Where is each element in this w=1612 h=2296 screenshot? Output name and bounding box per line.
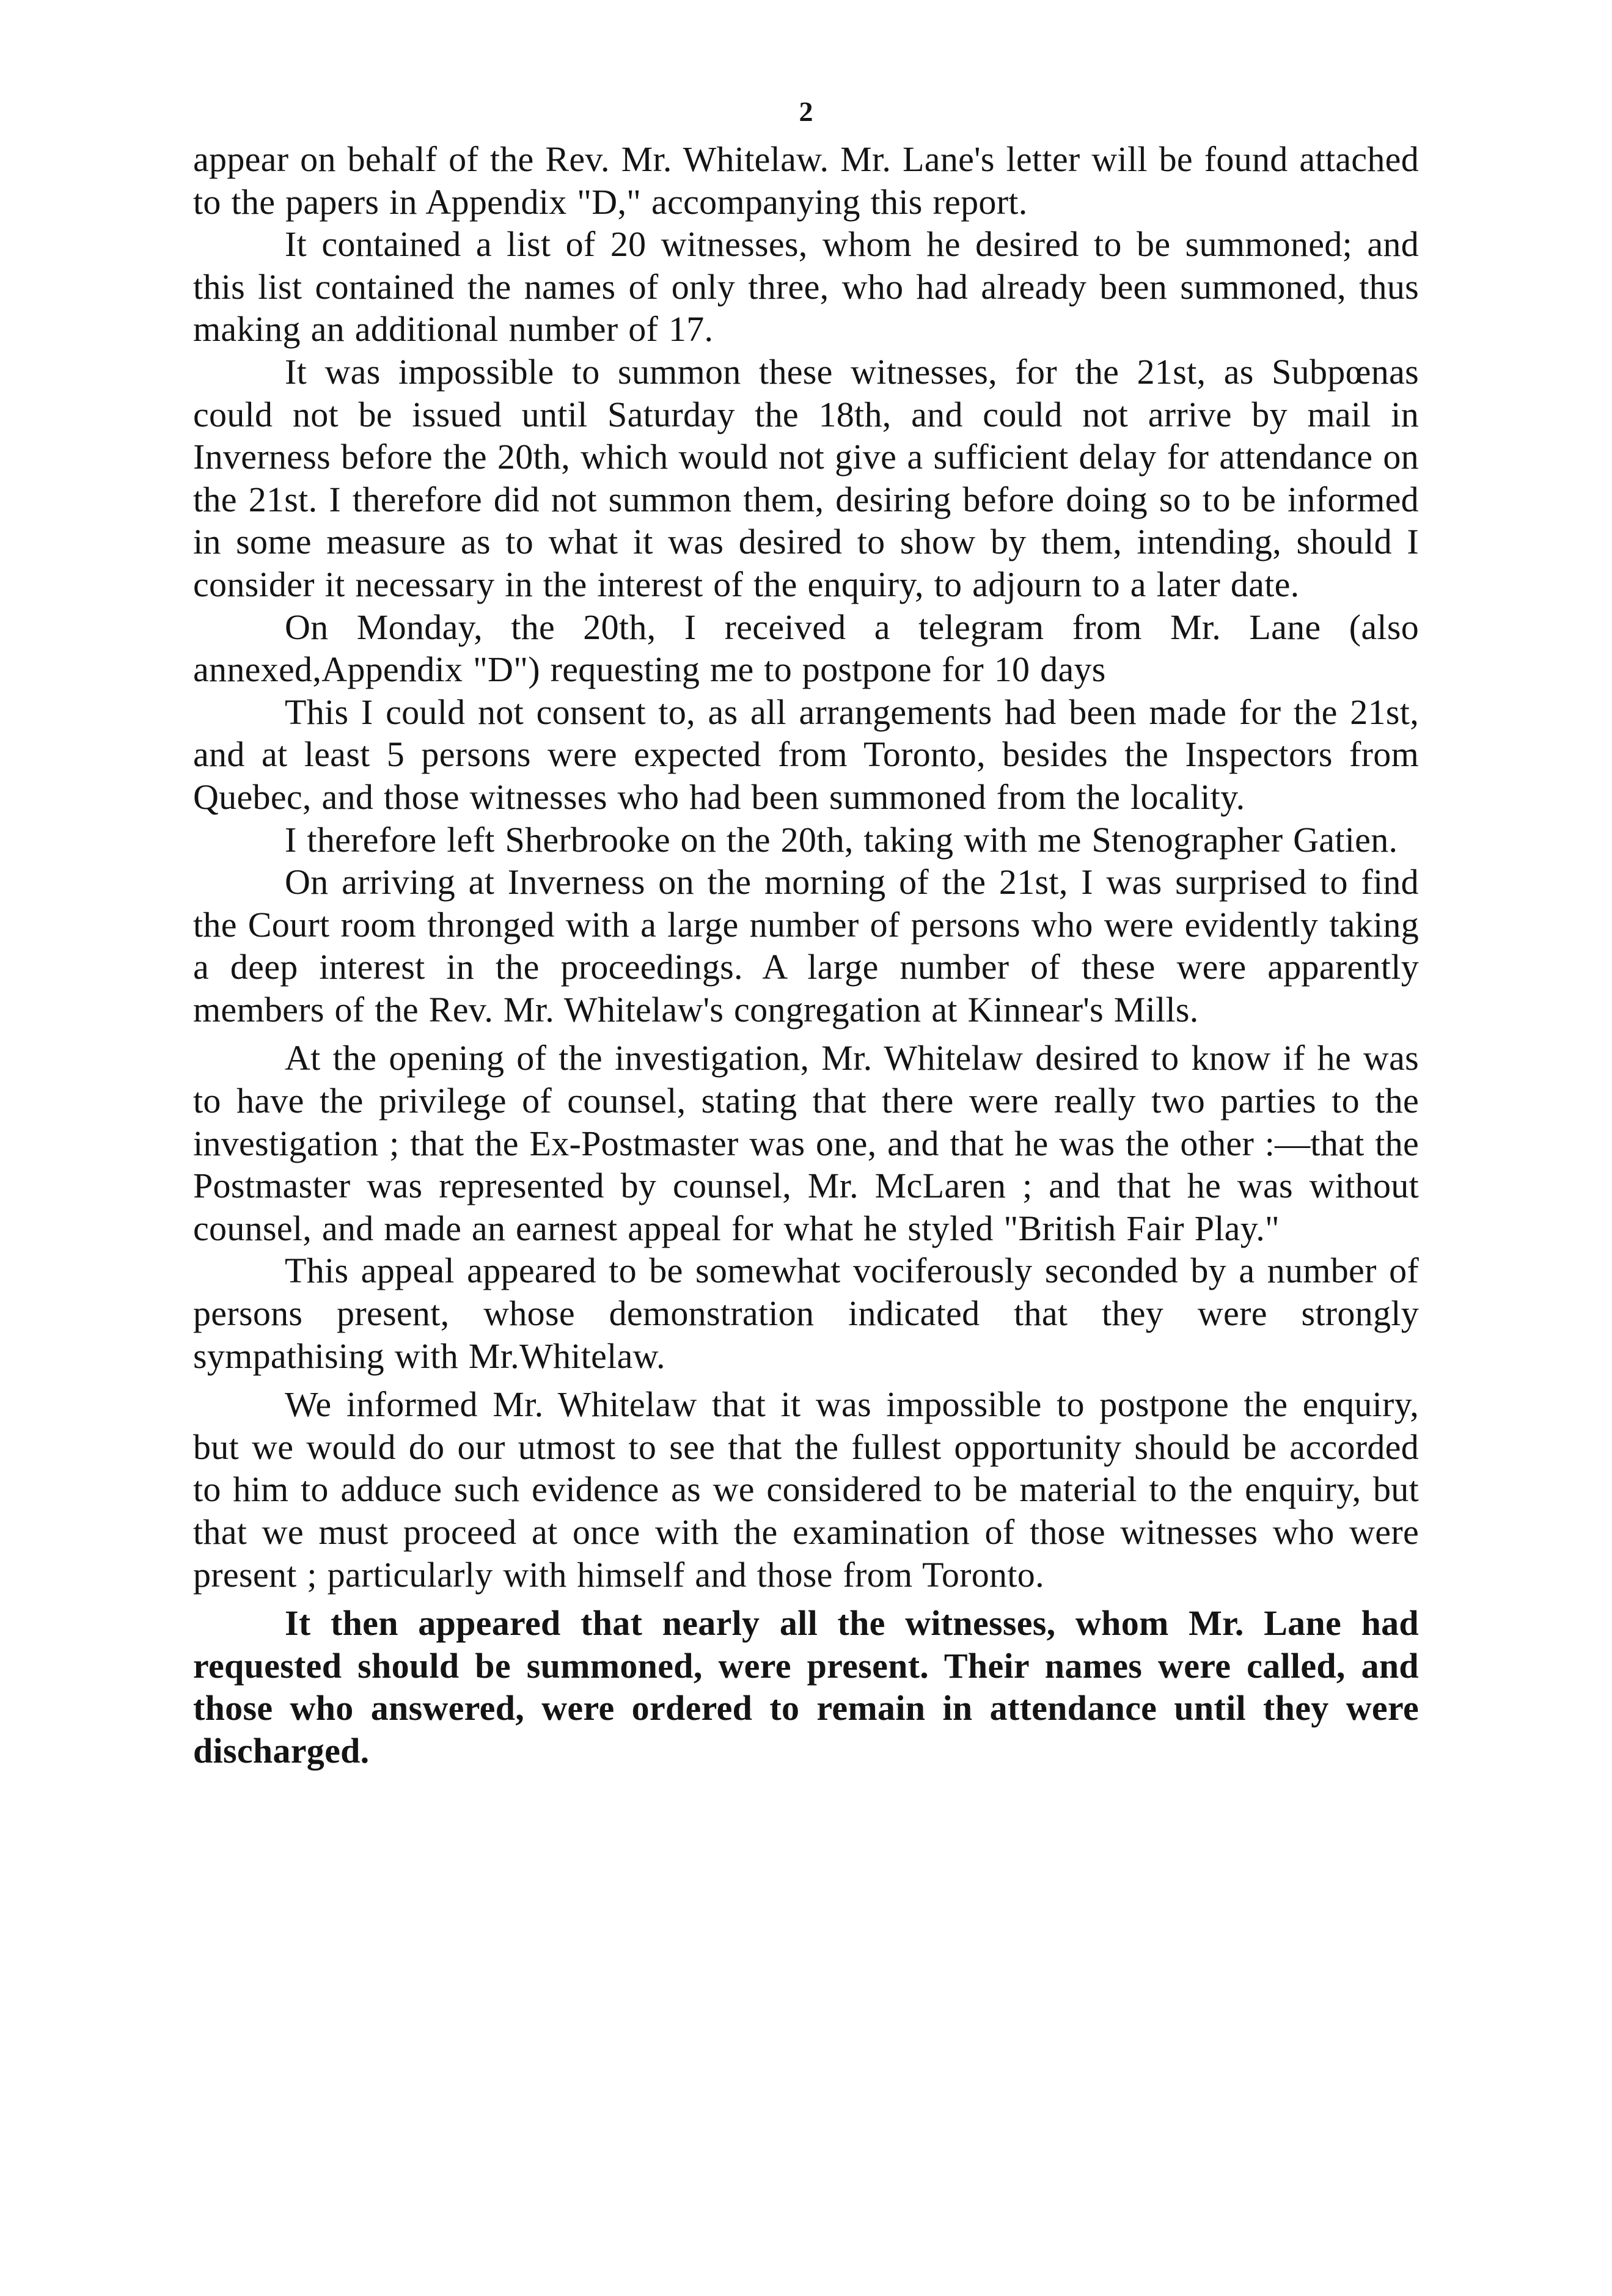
paragraph-arriving-inverness: On arriving at Inverness on the morning of the 21st, I was surprised to find the Court room thronged with a large number of persons who were evidently taking a deep interest in the proceedings. A large number of these were apparently members of the Rev. Mr. Whitelaw's congregation at Kinnear's Mills.: [193, 862, 1419, 1029]
paragraph-informed-whitelaw: We informed Mr. Whitelaw that it was impossible to postpone the enquiry, but we would do our utmost to see that the fullest opportunity should be accorded to him to adduce such evidence as we considered to be material to the enquiry, but that we must proceed at once with the examination of those witnesses who were present ; particularly with himself and those from Toronto.: [193, 1384, 1419, 1595]
page-number: 2: [799, 96, 813, 127]
paragraph-could-not-consent: This I could not consent to, as all arrangements had been made for the 21st, and at least 5 persons were expected from Toronto, besides the Inspectors from Quebec, and those witnesses who had been summoned from the locality.: [193, 692, 1419, 817]
paragraph-witnesses-present: It then appeared that nearly all the witnesses, whom Mr. Lane had requested should be summoned, were present. Their names were called, and those who answered, were ordered to remain in attendance until they were discharged.: [193, 1603, 1419, 1771]
paragraph-subpoenas: It was impossible to summon these witnesses, for the 21st, as Subpœnas could not be issued until Saturday the 18th, and could not arrive by mail in Inverness before the 20th, which would not give a sufficient delay for attendance on the 21st. I therefore did not summon them, desiring before doing so to be informed in some measure as to what it was desired to show by them, intending, should I consider it necessary in the interest of the enquiry, to adjourn to a later date.: [193, 351, 1419, 604]
paragraph-appeal-seconded: This appeal appeared to be somewhat vociferously seconded by a number of persons present, whose demonstration indicated that they were strongly sympathising with Mr.Whitelaw.: [193, 1251, 1419, 1376]
paragraph-left-sherbrooke: I therefore left Sherbrooke on the 20th, taking with me Stenographer Gatien.: [285, 819, 1398, 860]
body-text: [193, 138, 1419, 1772]
paragraph-witness-list: It contained a list of 20 witnesses, whom he desired to be summoned; and this list contained the names of only three, who had already been summoned, thus making an additional number of 17.: [193, 224, 1419, 349]
paragraph-opening-investigation: At the opening of the investigation, Mr. Whitelaw desired to know if he was to have the privilege of counsel, stating that there were really two parties to the investigation ; that the Ex-Postmaster was one, and that he was the other :—that the Postmaster was represented by counsel, Mr. McLaren ; and that he was without counsel, and made an earnest appeal for what he styled "British Fair Play.": [193, 1038, 1419, 1248]
paragraph-continuation: appear on behalf of the Rev. Mr. Whitelaw. Mr. Lane's letter will be found attached to the papers in Appendix "D," accompanying this report.: [193, 139, 1419, 222]
paragraph-telegram: On Monday, the 20th, I received a telegram from Mr. Lane (also annexed,Appendix "D") requesting me to postpone for 10 days: [193, 607, 1419, 690]
